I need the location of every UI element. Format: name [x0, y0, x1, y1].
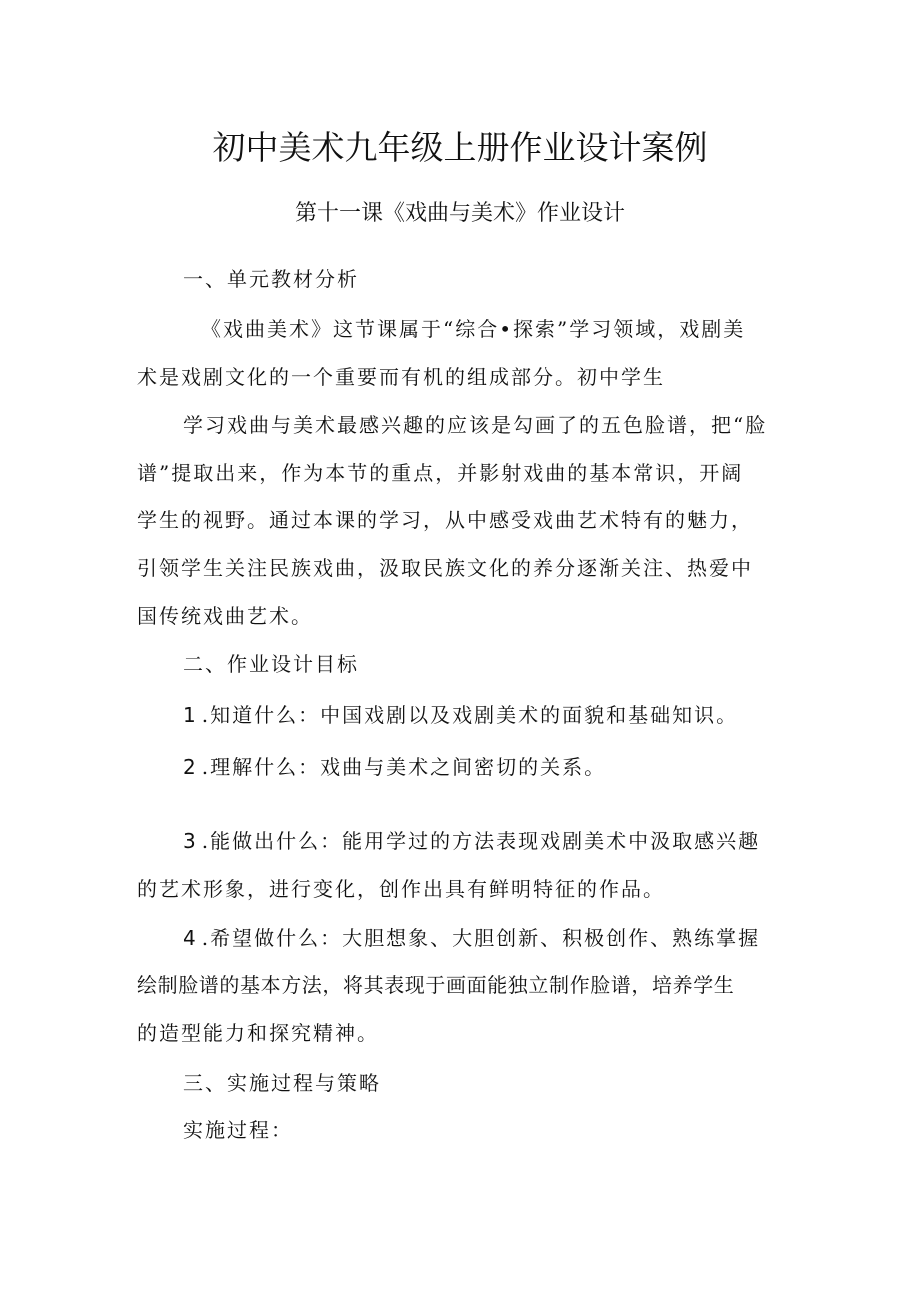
goal-item-text: .能做出什么：能用学过的方法表现戏剧美术中汲取感兴趣	[201, 829, 761, 853]
goal-item-1	[183, 700, 738, 730]
paragraph-line: 的艺术形象，进行变化，创作出具有鲜明特征的作品。	[137, 877, 665, 901]
goal-item-number: 1	[183, 703, 196, 727]
paragraph-line: 谱”提取出来，作为本节的重点，并影射戏曲的基本常识，开阔	[137, 461, 744, 485]
goal-item-number: 2	[183, 755, 196, 779]
document-title: 初中美术九年级上册作业设计案例	[212, 128, 708, 167]
paragraph-line: 绘制脸谱的基本方法，将其表现于画面能独立制作脸谱，培养学生	[137, 973, 735, 997]
section2-heading: 二、作业设计目标	[183, 652, 359, 676]
section1-heading: 一、单元教材分析	[183, 267, 359, 291]
paragraph-line: 的造型能力和探究精神。	[137, 1021, 379, 1045]
section3-heading: 三、实施过程与策略	[183, 1071, 381, 1095]
paragraph-line: 学生的视野。通过本课的学习，从中感受戏曲艺术特有的魅力，	[137, 508, 753, 532]
goal-item-number: 3	[183, 829, 196, 853]
section3-subheading: 实施过程：	[183, 1118, 293, 1142]
paragraph-line: 术是戏剧文化的一个重要而有机的组成部分。初中学生	[137, 365, 665, 389]
goal-item-text: .理解什么：戏曲与美术之间密切的关系。	[201, 755, 607, 779]
goal-item-4	[183, 923, 760, 953]
goal-item-text: .知道什么：中国戏剧以及戏剧美术的面貌和基础知识。	[201, 703, 739, 727]
paragraph-line: 引领学生关注民族戏曲，汲取民族文化的养分逐渐关注、热爱中	[137, 556, 753, 580]
goal-item-text: .希望做什么：大胆想象、大胆创新、积极创作、熟练掌握	[201, 926, 761, 950]
document-subtitle: 第十一课《戏曲与美术》作业设计	[294, 201, 625, 226]
paragraph-line: 《戏曲美术》这节课属于“综合•探索”学习领域，戏剧美	[201, 317, 746, 341]
goal-item-number: 4	[183, 926, 196, 950]
goal-item-3	[183, 826, 760, 856]
paragraph-line: 学习戏曲与美术最感兴趣的应该是勾画了的五色脸谱，把“脸	[183, 413, 768, 437]
paragraph-line: 国传统戏曲艺术。	[137, 604, 313, 628]
goal-item-2	[183, 752, 606, 782]
